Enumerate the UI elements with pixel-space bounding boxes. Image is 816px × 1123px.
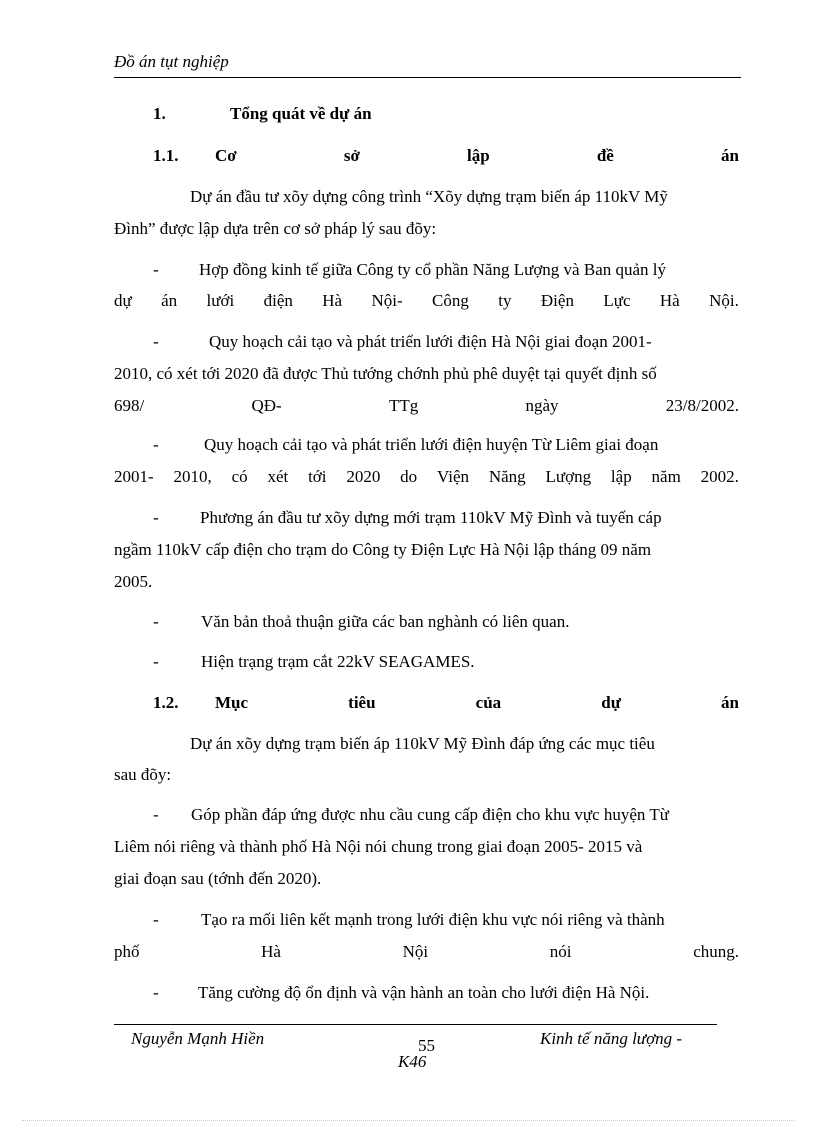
word: Công bbox=[432, 291, 469, 310]
footer-author: Nguyễn Mạnh Hiền bbox=[131, 1029, 265, 1048]
title-word: sở bbox=[343, 146, 360, 165]
footer-rule bbox=[114, 1024, 717, 1025]
bullet-1-line-1: Hợp đồng kinh tế giữa Công ty cổ phần Năng Lượng và Ban quản lý bbox=[199, 260, 667, 279]
word: Lượng bbox=[545, 467, 592, 486]
title-word: dự bbox=[601, 693, 621, 712]
word: Năng bbox=[488, 467, 526, 486]
word: 23/8/2002. bbox=[665, 396, 739, 415]
word: Hà bbox=[322, 291, 343, 310]
bullet-7-line-1: Góp phần đáp ứng được nhu cầu cung cấp điện cho khu vực huyện Từ bbox=[191, 805, 669, 824]
word: lưới bbox=[206, 291, 235, 310]
title-word: án bbox=[720, 146, 739, 165]
bullet-1-line-2 bbox=[114, 291, 739, 311]
bullet-5-text: Văn bản thoả thuận giữa các ban nghành có liên quan. bbox=[201, 612, 570, 631]
section-1-1-number: 1.1. bbox=[153, 146, 179, 165]
bullet-dash: - bbox=[153, 332, 159, 351]
word: 2020 bbox=[346, 467, 381, 486]
section-1-1-title bbox=[215, 146, 739, 166]
header-rule bbox=[114, 77, 741, 78]
word: Viện bbox=[436, 467, 470, 486]
word: Nội. bbox=[709, 291, 739, 310]
bullet-9-text: Tăng cường độ ổn định và vận hành an toàn cho lưới điện Hà Nội. bbox=[198, 983, 650, 1002]
section-1-2-number: 1.2. bbox=[153, 693, 179, 712]
title-word: lập bbox=[467, 146, 490, 165]
bullet-dash: - bbox=[153, 805, 159, 824]
word: chung. bbox=[693, 942, 739, 961]
footer-department: Kinh tế năng lượng - bbox=[540, 1029, 683, 1048]
footer-class-code: K46 bbox=[398, 1052, 427, 1071]
word: điện bbox=[263, 291, 293, 310]
word: năm bbox=[651, 467, 681, 486]
bullet-7-line-2: Liêm nói riêng và thành phố Hà Nội nói chung trong giai đoạn 2005- 2015 và bbox=[114, 837, 643, 856]
section-1-title: Tổng quát về dự án bbox=[230, 104, 372, 123]
word: ngày bbox=[525, 396, 559, 415]
paragraph-2-line-2: sau đõy: bbox=[114, 765, 172, 784]
title-word: đề bbox=[596, 146, 614, 165]
title-word: Mục bbox=[215, 693, 249, 712]
bullet-dash: - bbox=[153, 910, 159, 929]
bullet-6-text: Hiện trạng trạm cắt 22kV SEAGAMES. bbox=[201, 652, 475, 671]
bullet-4-line-3: 2005. bbox=[114, 572, 153, 591]
word: TTg bbox=[388, 396, 419, 415]
word: Lực bbox=[603, 291, 631, 310]
section-1-2-title bbox=[215, 693, 739, 713]
bullet-dash: - bbox=[153, 612, 159, 631]
word: có bbox=[231, 467, 248, 486]
bullet-2-line-3 bbox=[114, 396, 739, 416]
paragraph-1-line-2: Đình” được lập dựa trên cơ sở pháp lý sau đõy: bbox=[114, 219, 437, 238]
word: án bbox=[161, 291, 178, 310]
bullet-dash: - bbox=[153, 652, 159, 671]
bullet-3-line-1: Quy hoạch cải tạo và phát triển lưới điện huyện Từ Liêm giai đoạn bbox=[204, 435, 659, 454]
word: phố bbox=[114, 942, 140, 961]
bullet-8-line-1: Tạo ra mối liên kết mạnh trong lưới điện khu vực nói riêng và thành bbox=[201, 910, 665, 929]
bullet-2-line-2: 2010, có xét tới 2020 đã được Thủ tướng chớnh phủ phê duyệt tại quyết định số bbox=[114, 364, 657, 383]
bullet-8-line-2 bbox=[114, 942, 739, 962]
title-word: của bbox=[475, 693, 502, 712]
word: 2010, bbox=[173, 467, 212, 486]
bullet-7-line-3: giai đoạn sau (tớnh đến 2020). bbox=[114, 869, 322, 888]
word: ty bbox=[498, 291, 512, 310]
bullet-dash: - bbox=[153, 260, 159, 279]
word: Hà bbox=[261, 942, 281, 961]
page-number: 55 bbox=[418, 1036, 435, 1055]
bullet-4-line-1: Phương án đầu tư xõy dựng mới trạm 110kV Mỹ Đình và tuyến cáp bbox=[200, 508, 662, 527]
bullet-4-line-2: ngầm 110kV cấp điện cho trạm do Công ty Điện Lực Hà Nội lập tháng 09 năm bbox=[114, 540, 652, 559]
bullet-dash: - bbox=[153, 508, 159, 527]
word: Nội bbox=[402, 942, 429, 961]
word: xét bbox=[267, 467, 289, 486]
word: do bbox=[400, 467, 418, 486]
title-word: án bbox=[721, 693, 739, 712]
page-edge-dotted-line bbox=[22, 1120, 794, 1121]
word: tới bbox=[308, 467, 327, 486]
word: 2002. bbox=[700, 467, 739, 486]
word: QĐ- bbox=[251, 396, 282, 415]
title-word: Cơ bbox=[215, 146, 237, 165]
word: lập bbox=[610, 467, 632, 486]
section-1-number: 1. bbox=[153, 104, 166, 123]
word: 2001- bbox=[114, 467, 154, 486]
word: Nội- bbox=[371, 291, 403, 310]
bullet-3-line-2 bbox=[114, 467, 739, 487]
word: 698/ bbox=[114, 396, 145, 415]
running-header: Đồ án tụt nghiệp bbox=[114, 52, 229, 71]
paragraph-1-line-1: Dự án đầu tư xõy dựng công trình “Xõy dựng trạm biến áp 110kV Mỹ bbox=[190, 187, 668, 206]
bullet-dash: - bbox=[153, 983, 159, 1002]
paragraph-2-line-1: Dự án xõy dựng trạm biến áp 110kV Mỹ Đình đáp ứng các mục tiêu bbox=[190, 734, 655, 753]
word: Hà bbox=[659, 291, 680, 310]
title-word: tiêu bbox=[348, 693, 376, 712]
bullet-2-line-1: Quy hoạch cải tạo và phát triển lưới điện Hà Nội giai đoạn 2001- bbox=[209, 332, 652, 351]
bullet-dash: - bbox=[153, 435, 159, 454]
word: dự bbox=[114, 291, 132, 310]
word: Điện bbox=[540, 291, 574, 310]
word: nói bbox=[549, 942, 572, 961]
